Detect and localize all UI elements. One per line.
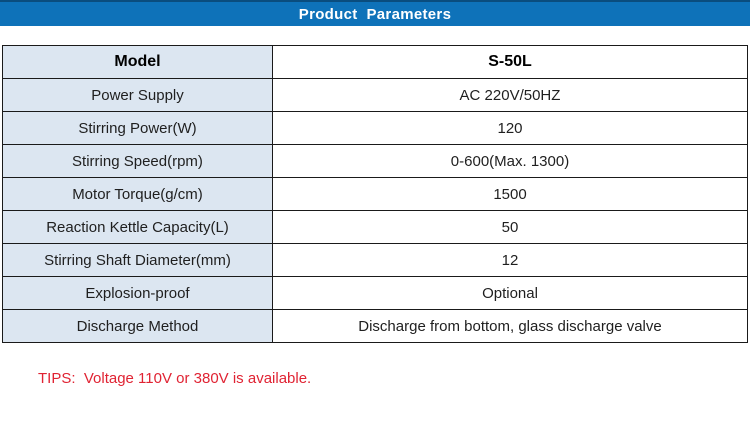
row-label: Power Supply xyxy=(3,79,273,112)
table-row xyxy=(3,112,748,145)
row-label: Stirring Shaft Diameter(mm) xyxy=(3,244,273,277)
row-label: Reaction Kettle Capacity(L) xyxy=(3,211,273,244)
section-header-bar xyxy=(0,0,750,26)
spec-table xyxy=(2,45,748,343)
table-row xyxy=(3,46,748,79)
table-row xyxy=(3,178,748,211)
table-row xyxy=(3,211,748,244)
row-value: 0-600(Max. 1300) xyxy=(273,145,748,178)
table-row xyxy=(3,145,748,178)
tips-note: TIPS: Voltage 110V or 380V is available. xyxy=(38,370,312,387)
row-label: Discharge Method xyxy=(3,310,273,343)
row-value: Discharge from bottom, glass discharge valve xyxy=(273,310,748,343)
section-title: Product Parameters xyxy=(298,5,452,23)
row-value: 1500 xyxy=(273,178,748,211)
row-label: Stirring Power(W) xyxy=(3,112,273,145)
table-row xyxy=(3,79,748,112)
row-value: S-50L xyxy=(273,46,748,79)
table-row xyxy=(3,244,748,277)
table-row xyxy=(3,310,748,343)
row-label: Stirring Speed(rpm) xyxy=(3,145,273,178)
row-label: Motor Torque(g/cm) xyxy=(3,178,273,211)
row-value: 120 xyxy=(273,112,748,145)
table-row xyxy=(3,277,748,310)
row-label: Explosion-proof xyxy=(3,277,273,310)
row-value: 50 xyxy=(273,211,748,244)
row-value: 12 xyxy=(273,244,748,277)
row-value: Optional xyxy=(273,277,748,310)
row-label: Model xyxy=(3,46,273,79)
row-value: AC 220V/50HZ xyxy=(273,79,748,112)
